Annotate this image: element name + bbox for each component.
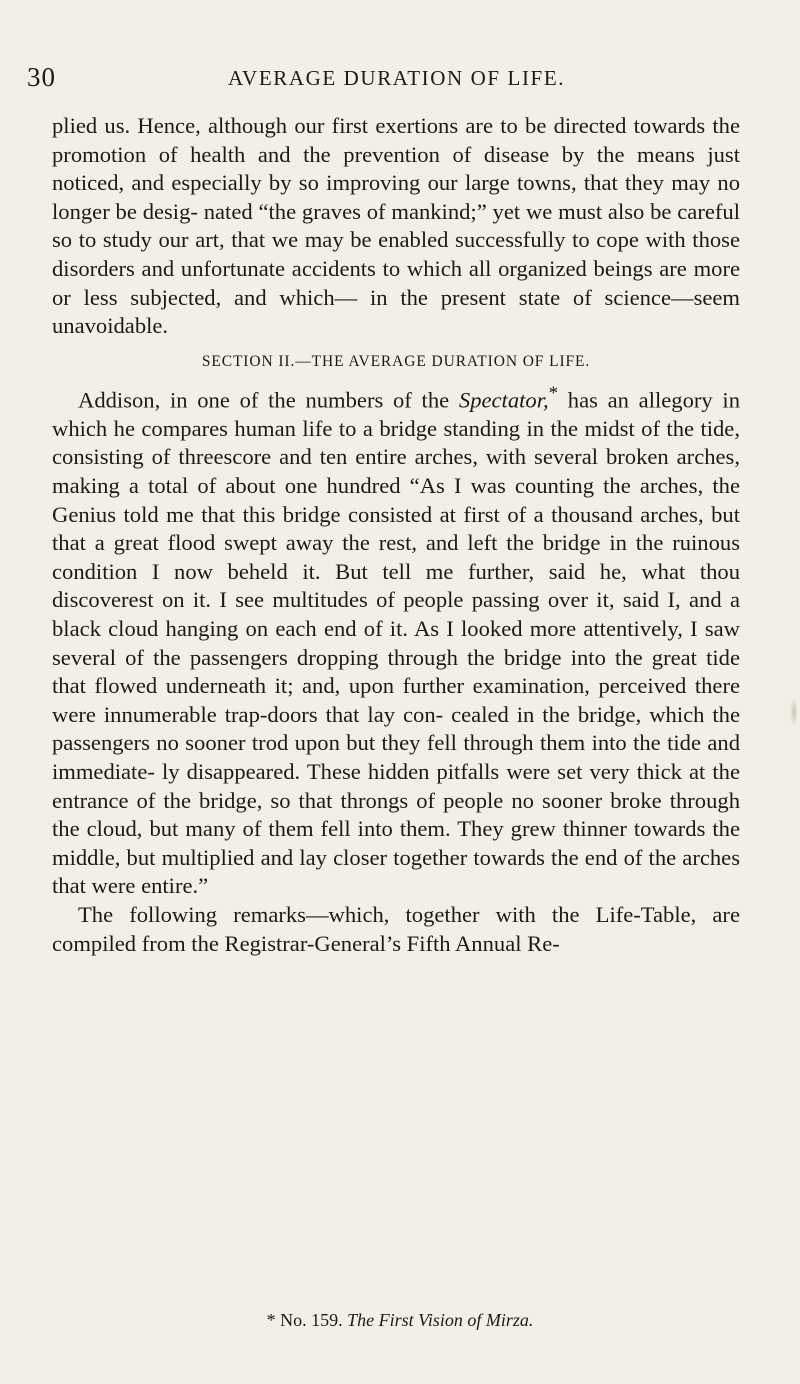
paragraph-continued: plied us. Hence, although our first exertions are to be directed towards the promotion of health and the prevention of disease by the means just noticed, and especially by so improving our large towns, that they may no longer be desig- nated “the graves of mankind;” yet we must also be careful so to study our art, that we may be enabled successfully to cope with those disorders and unfortunate accidents to which all organized beings are more or less subjected, and which— in the present state of science—seem unavoidable. <box>52 113 740 339</box>
running-title: AVERAGE DURATION OF LIFE. <box>228 66 566 90</box>
spectator-title: Spectator, <box>458 387 549 413</box>
paragraph-addison-rest: has an allegory in which he compares human life to a bridge standing in the midst of the tide, consisting of threescore and ten entire arches, with several broken arches, making a total of about one hundred “As I was counting the arches, the Genius told me that this bridge consisted at first of a thousand arches, but that a great flood swept away the rest, and left the bridge in the ruinous condition I now beheld it. But tell me further, said he, what thou discoverest on it. I see multitudes of people passing over it, said I, and a black cloud hanging on each end of it. As I looked more attentively, I saw several of the passengers dropping through the bridge into the great tide that flowed underneath it; and, upon further examination, perceived there were innumerable trap-doors that lay con- cealed in the bridge, which the passengers no sooner trod upon but they fell through them into the tide and immediate- ly disappeared. These hidden pitfalls were set very thick at the entrance of the bridge, so that throngs of people no sooner broke through the cloud, but many of them fell into them. They grew thinner towards the middle, but multiplied and lay closer together towards the end of the arches that were entire.” <box>52 387 741 899</box>
page-number: 30 <box>27 62 56 92</box>
body-text <box>52 112 740 958</box>
paper-blemish <box>790 697 798 727</box>
footnote-mark: * No. 159. <box>266 1310 343 1330</box>
section-heading: SECTION II.—THE AVERAGE DURATION OF LIFE. <box>201 352 591 370</box>
paragraph-addison-intro: Addison, in one of the numbers of the <box>78 387 459 413</box>
footnote-reference: * <box>548 382 559 404</box>
page-header <box>0 60 800 90</box>
paragraph-addison <box>52 380 740 901</box>
paragraph-following-remarks: The following remarks—which, together with the Life-Table, are compiled from the Registrar-General’s Fifth Annual Re- <box>52 901 740 956</box>
footnote-title: The First Vision of Mirza. <box>347 1310 534 1330</box>
footnote <box>0 1309 800 1331</box>
